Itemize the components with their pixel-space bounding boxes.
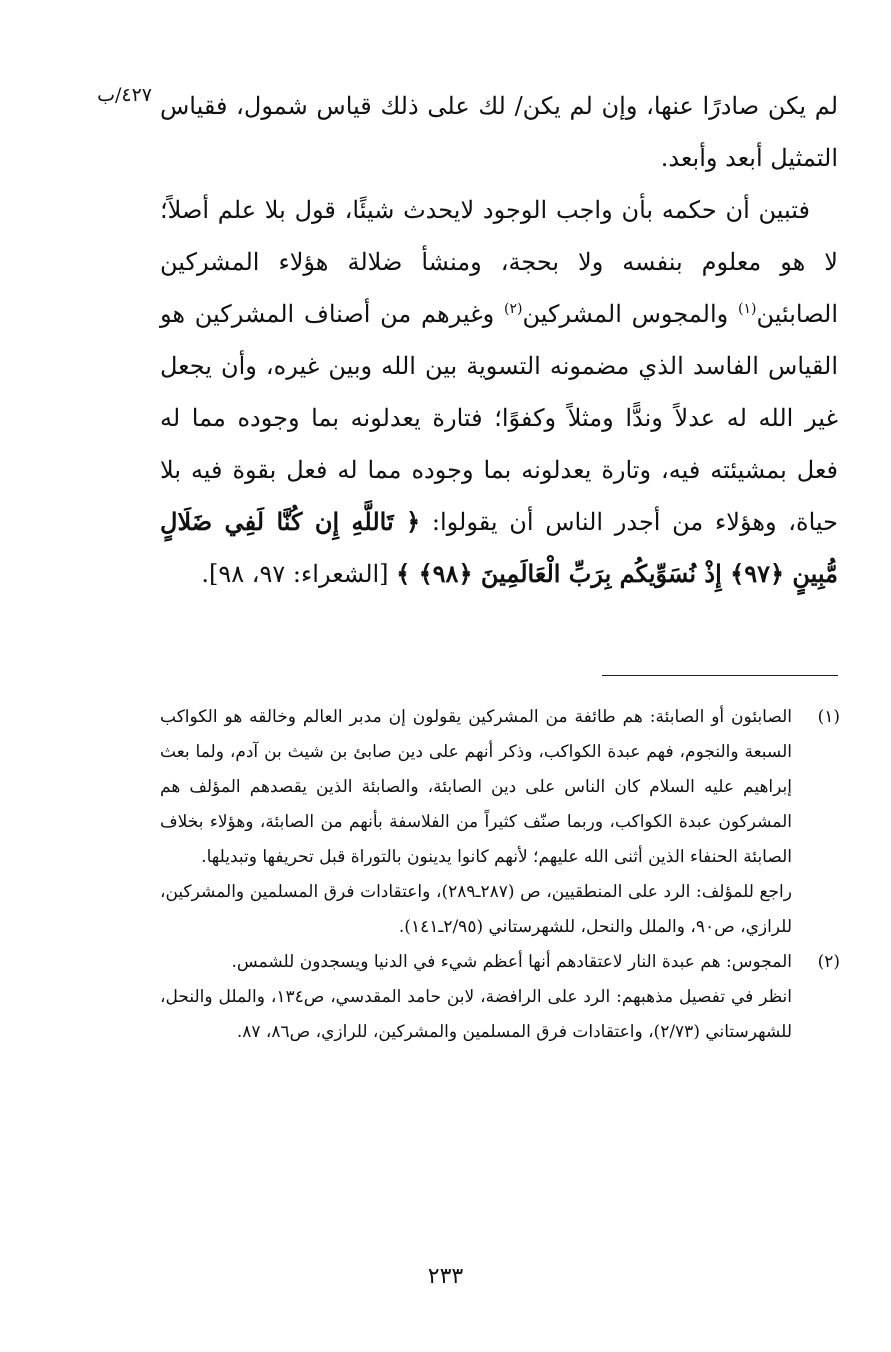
footnotes [160, 700, 840, 1050]
footnote-2-text: المجوس: هم عبدة النار لاعتقادهم أنها أعظم شيء في الدنيا ويسجدون للشمس. [231, 952, 792, 972]
manuscript-folio-note: ٤٢٧/ب [97, 84, 152, 106]
quran-verse: ﴿ تَاللَّهِ إِن كُنَّا لَفِي ضَلَالٍ مُّبِينٍ ﴿٩٧﴾ إِذْ نُسَوِّيكُم بِرَبِّ الْعَالَمِينَ ﴿٩٨﴾ ﴾ [160, 507, 838, 588]
paragraph-1: لم يكن صادرًا عنها، وإن لم يكن/ لك على ذلك قياس شمول، فقياس التمثيل أبعد وأبعد. [160, 92, 838, 172]
footnote-1-text: الصابئون أو الصابئة: هم طائفة من المشركين يقولون إن مدبر العالم وخالقه هو الكواكب السبعة والنجوم، فهم عبدة الكواكب، وذكر أنهم على دين صابئ بن شيث بن آدم، ولما بعث إبراهيم عليه السلام كان الناس على دين الصابئة، والصابئة الذين يقصدهم المؤلف هم المشركون عبدة الكواكب، وربما صنّف كثيراً من الفلاسفة بأنهم من الصابئة، وهؤلاء بخلاف الصابئة الحنفاء الذين أثنى الله عليهم؛ لأنهم كانوا يدينون بالتوراة قبل تحريفها وتبديلها. [160, 707, 792, 867]
footnote-1-reference: راجع للمؤلف: الرد على المنطقيين، ص (٢٨٧ـ٢٨٩)، واعتقادات فرق المسلمين والمشركين، للرازي، ص٩٠، والملل والنحل، للشهرستاني (٢/٩٥ـ١٤١). [160, 882, 792, 937]
footnote-number: (٢) [817, 952, 840, 972]
footnote-number: (١) [817, 707, 840, 727]
verse-citation: [الشعراء: ٩٧، ٩٨]. [201, 560, 397, 588]
footnote-ref-2[interactable]: (٢) [503, 301, 523, 317]
paragraph-2-part-1: فتبين أن حكمه بأن واجب الوجود لايحدث شيئًا، قول بلا علم أصلاً؛ لا هو معلوم بنفسه ولا بحجة، ومنشأ ضلالة هؤلاء المشركين الصابئين [160, 196, 838, 328]
footnote-ref-1[interactable]: (١) [737, 301, 757, 317]
main-text [160, 80, 838, 600]
footnote-2 [160, 945, 840, 1050]
footnote-separator [602, 675, 838, 676]
page-number: ٢٣٣ [427, 1264, 464, 1289]
footnote-1 [160, 700, 840, 945]
paragraph-2-part-3: وغيرهم من أصناف المشركين هو القياس الفاسد الذي مضمونه التسوية بين الله وبين غيره، وأن يجعل غير الله له عدلاً وندًّا ومثلاً وكفوًا؛ فتارة يعدلونه بما وجوده مما له فعل بمشيئته فيه، وتارة يعدلونه بما وجوده مما له فعل بقوة فيه بلا حياة، وهؤلاء من أجدر الناس أن يقولوا: [160, 300, 839, 536]
paragraph-2-part-2: والمجوس المشركين [522, 300, 738, 328]
footnote-2-reference: انظر في تفصيل مذهبهم: الرد على الرافضة، لابن حامد المقدسي، ص١٣٤، والملل والنحل، للشهرستاني (٢/٧٣)، واعتقادات فرق المسلمين والمشركين، للرازي، ص٨٦، ٨٧. [160, 987, 792, 1042]
paragraph-2 [160, 184, 838, 600]
